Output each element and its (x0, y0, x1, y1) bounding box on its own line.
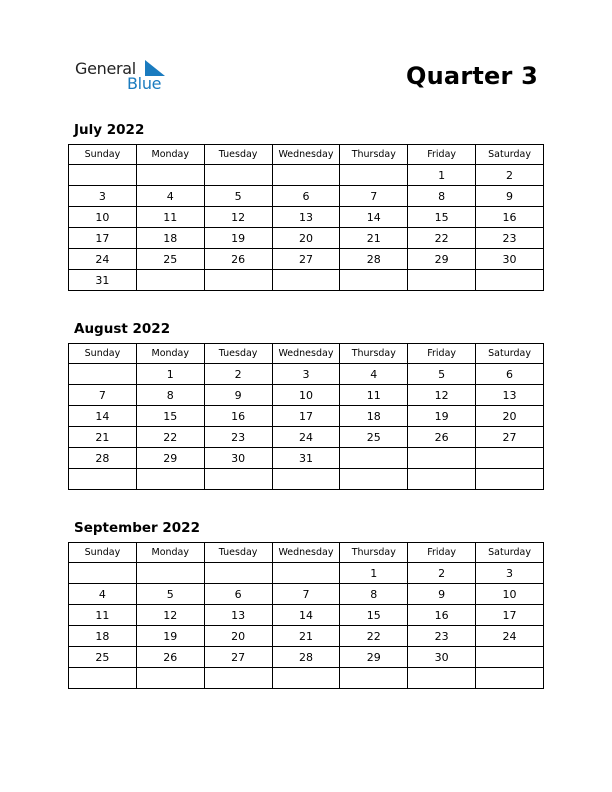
day-cell: 21 (340, 228, 408, 249)
weekday-header-row (69, 145, 544, 165)
weekday-header: Thursday (340, 344, 408, 364)
weekday-header: Monday (136, 145, 204, 165)
day-cell: 6 (272, 186, 340, 207)
day-cell: 25 (136, 249, 204, 270)
weekday-header: Saturday (476, 145, 544, 165)
day-cell: 25 (340, 427, 408, 448)
week-row (69, 364, 544, 385)
day-cell: 17 (476, 605, 544, 626)
day-cell: 3 (69, 186, 137, 207)
month-title: August 2022 (74, 321, 171, 337)
day-cell: 7 (272, 584, 340, 605)
day-cell: 24 (476, 626, 544, 647)
day-cell: 3 (272, 364, 340, 385)
day-cell: 7 (340, 186, 408, 207)
day-cell: 29 (340, 647, 408, 668)
day-cell: 27 (204, 647, 272, 668)
day-cell: 18 (136, 228, 204, 249)
day-cell (204, 165, 272, 186)
week-row (69, 207, 544, 228)
day-cell: 23 (204, 427, 272, 448)
weekday-header: Thursday (340, 145, 408, 165)
day-cell: 29 (136, 448, 204, 469)
day-cell (69, 165, 137, 186)
weekday-header: Wednesday (272, 543, 340, 563)
weekday-header: Monday (136, 543, 204, 563)
day-cell: 16 (476, 207, 544, 228)
brand-logo (75, 56, 175, 96)
week-row (69, 228, 544, 249)
day-cell: 30 (476, 249, 544, 270)
day-cell: 9 (408, 584, 476, 605)
day-cell: 2 (408, 563, 476, 584)
day-cell: 20 (204, 626, 272, 647)
day-cell: 5 (136, 584, 204, 605)
day-cell: 17 (272, 406, 340, 427)
weekday-header: Friday (408, 543, 476, 563)
day-cell: 20 (272, 228, 340, 249)
day-cell: 5 (408, 364, 476, 385)
day-cell: 15 (136, 406, 204, 427)
month-title: July 2022 (74, 122, 145, 138)
day-cell: 10 (272, 385, 340, 406)
logo-general-text: General (75, 59, 136, 78)
day-cell (204, 668, 272, 689)
day-cell: 9 (204, 385, 272, 406)
day-cell (136, 668, 204, 689)
day-cell: 18 (340, 406, 408, 427)
day-cell: 10 (476, 584, 544, 605)
day-cell: 30 (204, 448, 272, 469)
day-cell (340, 270, 408, 291)
day-cell: 13 (204, 605, 272, 626)
day-cell: 1 (136, 364, 204, 385)
day-cell (340, 469, 408, 490)
week-row (69, 469, 544, 490)
weekday-header: Saturday (476, 344, 544, 364)
day-cell: 31 (272, 448, 340, 469)
day-cell: 27 (476, 427, 544, 448)
day-cell (204, 563, 272, 584)
day-cell: 11 (136, 207, 204, 228)
day-cell: 8 (408, 186, 476, 207)
day-cell: 20 (476, 406, 544, 427)
weekday-header: Monday (136, 344, 204, 364)
day-cell (408, 448, 476, 469)
day-cell (476, 270, 544, 291)
day-cell: 16 (204, 406, 272, 427)
day-cell: 14 (69, 406, 137, 427)
day-cell: 8 (136, 385, 204, 406)
weekday-header: Wednesday (272, 344, 340, 364)
day-cell: 19 (408, 406, 476, 427)
calendar-table (68, 343, 544, 490)
day-cell (272, 668, 340, 689)
day-cell: 31 (69, 270, 137, 291)
day-cell: 4 (340, 364, 408, 385)
day-cell: 5 (204, 186, 272, 207)
weekday-header: Sunday (69, 344, 137, 364)
day-cell: 1 (340, 563, 408, 584)
month-august (68, 321, 544, 490)
week-row (69, 605, 544, 626)
weekday-header-row (69, 344, 544, 364)
weekday-header: Tuesday (204, 543, 272, 563)
weekday-header: Friday (408, 145, 476, 165)
weekday-header: Wednesday (272, 145, 340, 165)
day-cell (476, 647, 544, 668)
day-cell (340, 448, 408, 469)
day-cell: 22 (136, 427, 204, 448)
day-cell (204, 270, 272, 291)
week-row (69, 165, 544, 186)
weekday-header: Tuesday (204, 344, 272, 364)
day-cell: 4 (136, 186, 204, 207)
day-cell (340, 668, 408, 689)
day-cell (272, 270, 340, 291)
week-row (69, 406, 544, 427)
day-cell: 11 (340, 385, 408, 406)
day-cell: 25 (69, 647, 137, 668)
day-cell: 27 (272, 249, 340, 270)
day-cell (69, 469, 137, 490)
day-cell (204, 469, 272, 490)
day-cell: 26 (408, 427, 476, 448)
day-cell (136, 270, 204, 291)
day-cell: 19 (204, 228, 272, 249)
week-row (69, 249, 544, 270)
weekday-header: Sunday (69, 145, 137, 165)
day-cell (136, 563, 204, 584)
day-cell: 15 (408, 207, 476, 228)
day-cell (272, 469, 340, 490)
day-cell: 28 (340, 249, 408, 270)
day-cell: 22 (408, 228, 476, 249)
day-cell: 3 (476, 563, 544, 584)
month-title: September 2022 (74, 520, 200, 536)
day-cell (272, 165, 340, 186)
day-cell: 28 (69, 448, 137, 469)
day-cell: 24 (69, 249, 137, 270)
week-row (69, 385, 544, 406)
day-cell: 26 (204, 249, 272, 270)
day-cell: 2 (204, 364, 272, 385)
day-cell: 12 (136, 605, 204, 626)
day-cell: 24 (272, 427, 340, 448)
month-july (68, 122, 544, 291)
week-row (69, 647, 544, 668)
day-cell: 21 (272, 626, 340, 647)
day-cell: 30 (408, 647, 476, 668)
day-cell: 14 (340, 207, 408, 228)
day-cell: 12 (408, 385, 476, 406)
day-cell: 26 (136, 647, 204, 668)
day-cell: 22 (340, 626, 408, 647)
week-row (69, 626, 544, 647)
day-cell: 17 (69, 228, 137, 249)
day-cell: 21 (69, 427, 137, 448)
day-cell: 28 (272, 647, 340, 668)
week-row (69, 448, 544, 469)
day-cell: 4 (69, 584, 137, 605)
day-cell: 29 (408, 249, 476, 270)
week-row (69, 668, 544, 689)
day-cell (69, 364, 137, 385)
day-cell: 6 (204, 584, 272, 605)
day-cell (408, 668, 476, 689)
day-cell: 6 (476, 364, 544, 385)
month-september (68, 520, 544, 689)
week-row (69, 584, 544, 605)
day-cell: 23 (408, 626, 476, 647)
day-cell: 11 (69, 605, 137, 626)
week-row (69, 427, 544, 448)
day-cell: 16 (408, 605, 476, 626)
calendar-table (68, 144, 544, 291)
day-cell: 19 (136, 626, 204, 647)
day-cell: 13 (476, 385, 544, 406)
day-cell: 13 (272, 207, 340, 228)
day-cell: 8 (340, 584, 408, 605)
page-title: Quarter 3 (406, 62, 538, 90)
week-row (69, 270, 544, 291)
weekday-header: Tuesday (204, 145, 272, 165)
day-cell (136, 469, 204, 490)
day-cell: 23 (476, 228, 544, 249)
weekday-header: Friday (408, 344, 476, 364)
weekday-header-row (69, 543, 544, 563)
day-cell: 12 (204, 207, 272, 228)
calendar-table (68, 542, 544, 689)
day-cell (69, 668, 137, 689)
day-cell (408, 270, 476, 291)
day-cell (272, 563, 340, 584)
day-cell (476, 448, 544, 469)
day-cell (136, 165, 204, 186)
day-cell (476, 668, 544, 689)
day-cell: 2 (476, 165, 544, 186)
day-cell: 18 (69, 626, 137, 647)
day-cell: 10 (69, 207, 137, 228)
logo-blue-text: Blue (127, 74, 162, 93)
day-cell (69, 563, 137, 584)
day-cell: 15 (340, 605, 408, 626)
weekday-header: Thursday (340, 543, 408, 563)
weekday-header: Sunday (69, 543, 137, 563)
weekday-header: Saturday (476, 543, 544, 563)
day-cell (340, 165, 408, 186)
day-cell: 7 (69, 385, 137, 406)
week-row (69, 186, 544, 207)
day-cell (476, 469, 544, 490)
day-cell (408, 469, 476, 490)
day-cell: 14 (272, 605, 340, 626)
day-cell: 1 (408, 165, 476, 186)
week-row (69, 563, 544, 584)
day-cell: 9 (476, 186, 544, 207)
